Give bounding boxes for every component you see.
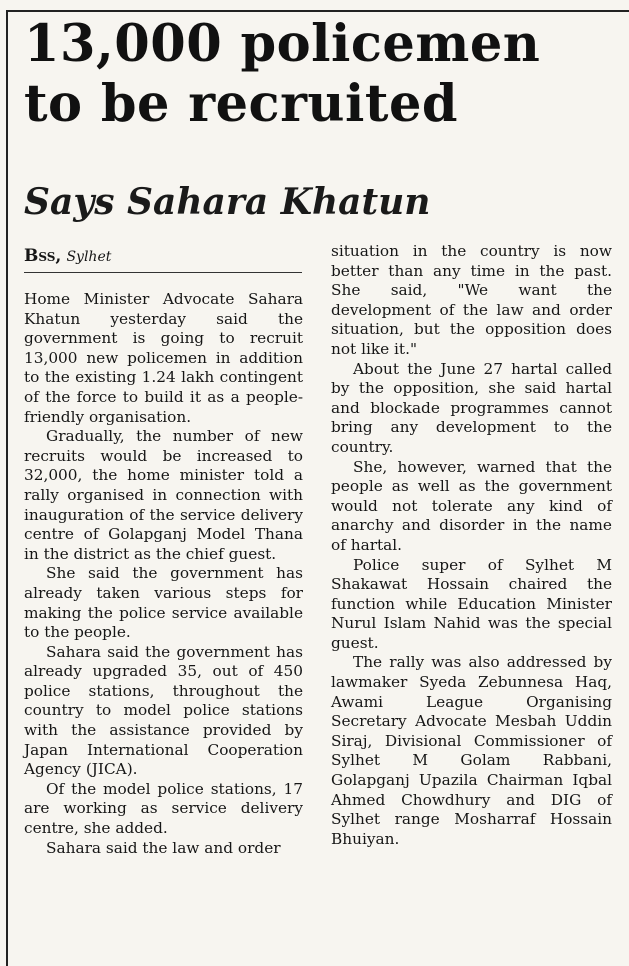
headline-line-2: to be recruited [24, 74, 459, 134]
top-rule [6, 10, 629, 12]
byline-place: Sylhet [66, 249, 112, 265]
left-rule [6, 10, 8, 966]
paragraph: Gradually, the number of new recruits would be increased to 32,000, the home minister told a rally organised in connection with inauguration of the service delivery centre of Golapganj Model Thana in the district as the chief guest. [24, 427, 303, 563]
byline-rule [24, 272, 302, 273]
paragraph: She, however, warned that the people as well as the government would not tolerate any kind of anarchy and disorder in the name of hartal. [331, 457, 612, 554]
headline [24, 14, 624, 134]
byline [24, 246, 111, 267]
paragraph: The rally was also addressed by lawmaker Syeda Zebunnesa Haq, Awami League Organising Secretary Advocate Mesbah Uddin Siraj, Divisional Commissioner of Sylhet M Golam Rabbani, Golapganj Upazila Chairman Iqbal Ahmed Chowdhury and DIG of Sylhet range Mosharraf Hossain Bhuiyan. [331, 653, 612, 848]
paragraph: Of the model police stations, 17 are working as service delivery centre, she added. [24, 779, 303, 838]
paragraph: situation in the country is now better than any time in the past. She said, "We want the development of the law and order situation, but the opposition does not like it." [331, 242, 612, 358]
article-column-2 [331, 242, 612, 849]
paragraph: Home Minister Advocate Sahara Khatun yesterday said the government is going to recruit 13,000 new policemen in addition to the existing 1.24 lakh contingent of the force to build it as a people-friendly organisation. [24, 290, 303, 426]
article-column-1 [24, 290, 303, 858]
paragraph: Sahara said the government has already upgraded 35, out of 450 police stations, throughout the country to model police stations with the assistance provided by Japan International Cooperation Agency (JICA). [24, 642, 303, 779]
paragraph: She said the government has already taken various steps for making the police service available to the people. [24, 564, 303, 642]
subheadline: Says Sahara Khatun [24, 181, 431, 223]
paragraph: Sahara said the law and order [46, 838, 281, 857]
headline-line-1: 13,000 policemen [24, 14, 541, 74]
paragraph: Police super of Sylhet M Shakawat Hossain chaired the function while Education Minister Nurul Islam Nahid was the special guest. [331, 555, 612, 652]
byline-agency: Bss, [24, 246, 62, 266]
paragraph: About the June 27 hartal called by the opposition, she said hartal and blockade programmes cannot bring any development to the country. [331, 359, 612, 456]
